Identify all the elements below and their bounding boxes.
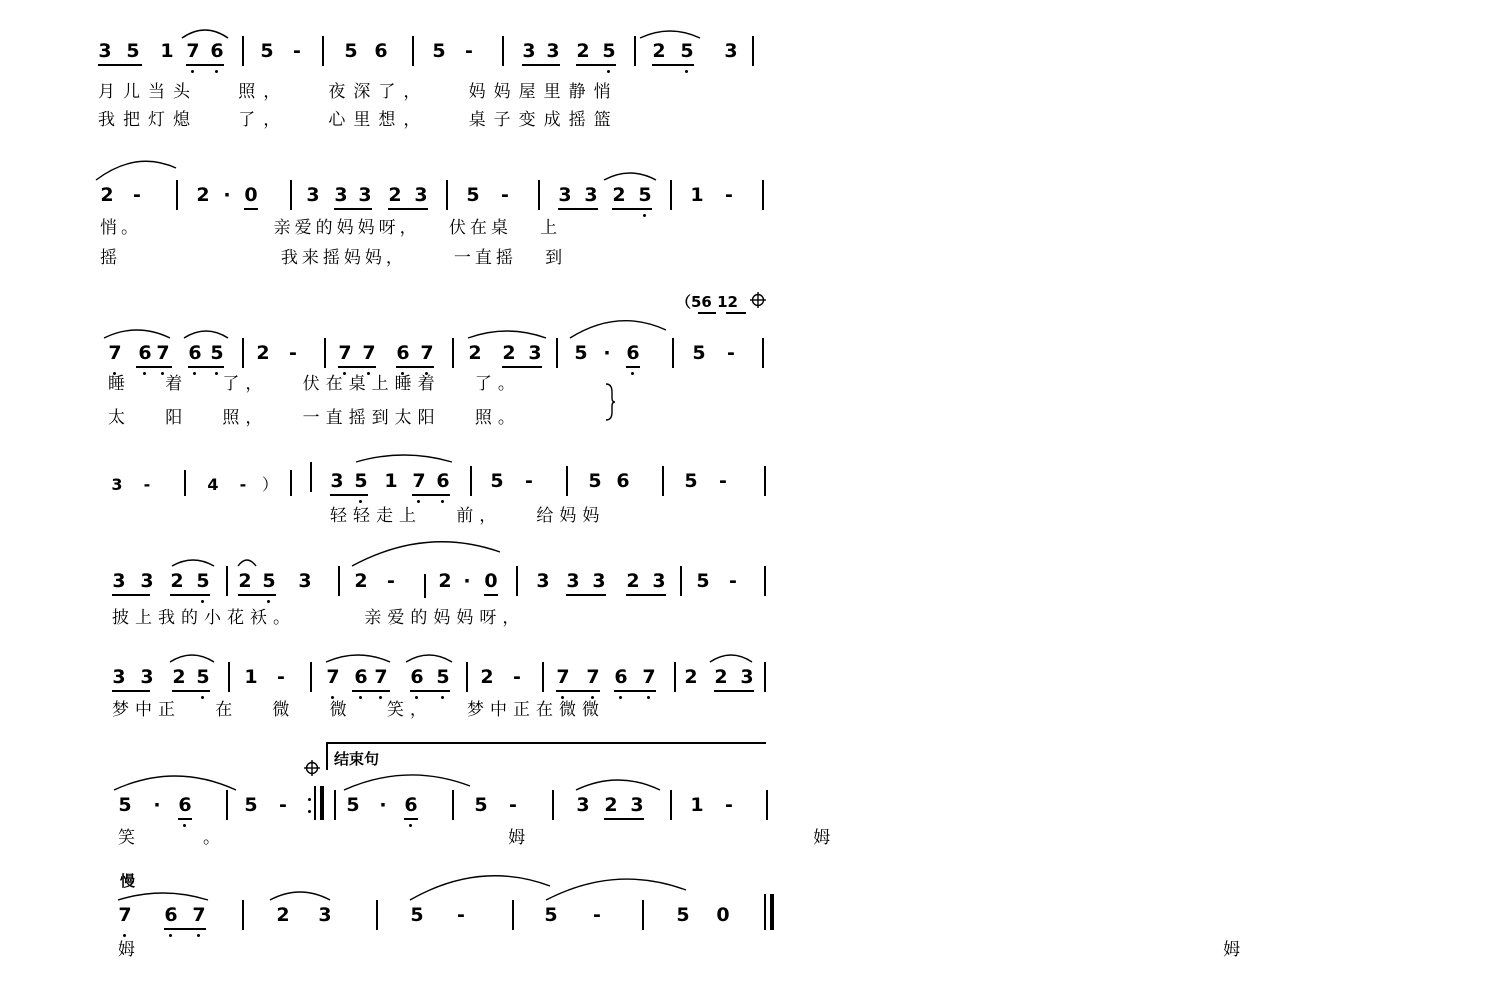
underline [334,208,372,210]
low-dot [643,214,646,217]
note: 5 [118,794,132,816]
slur [104,330,170,338]
underline [178,818,192,820]
note: 5 [602,40,616,62]
dash: - [513,666,521,688]
note: 3 [111,475,123,494]
slur [270,892,330,900]
final-barline-thick [770,894,774,930]
underline [614,690,656,692]
note: 3 [298,570,312,592]
note: 2 [354,570,368,592]
note: 3 [528,342,542,364]
ending-bracket-line [326,742,766,744]
barline [764,466,766,496]
low-dot [359,500,362,503]
tempo-marking: 慢 [120,872,136,890]
note: 7 [186,40,200,62]
barline [674,662,676,692]
note: 7 [642,666,656,688]
low-dot [441,500,444,503]
note: 2 [626,570,640,592]
intro-notes: （56 12 [676,293,738,311]
note: 4 [207,475,219,494]
barline [376,900,378,930]
note: 5 [574,342,588,364]
note: 3 [558,184,572,206]
low-dot [169,934,172,937]
note: 3 [414,184,428,206]
note: 5 [680,40,694,62]
note: 2 [196,184,210,206]
slur [326,655,390,662]
barline [466,662,468,692]
underline [404,818,418,820]
barline [242,36,244,66]
note: 3 [536,570,550,592]
barline [424,574,426,598]
barline [290,180,292,210]
note: 6 [396,342,410,364]
note: 1 [690,184,704,206]
note: 3 [140,570,154,592]
note: 7 [118,904,132,926]
note: 5 [684,470,698,492]
repeat-dot [308,810,311,813]
dash: - [133,184,141,206]
barline [634,36,636,66]
lyrics-verse-1: 轻轻走上 前， 给妈妈 [330,506,606,526]
note: 5 [638,184,652,206]
note: 3 [318,904,332,926]
low-dot [647,696,650,699]
note: 7 [156,342,170,364]
note: 7 [420,342,434,364]
note: 5 [474,794,488,816]
note: 3 [584,184,598,206]
barline [338,566,340,596]
note: 3 [652,570,666,592]
dot: · [223,184,231,206]
note: 5 [490,470,504,492]
note: 6 [188,342,202,364]
note: 3 [522,40,536,62]
coda-sign-icon [750,292,766,308]
note: 2 [502,342,516,364]
slur [118,893,208,900]
underline [396,366,434,368]
lyrics-verse-1: 月儿当头 照， 夜深了， 妈妈屋里静悄 [98,82,619,102]
note: 0 [716,904,730,926]
note: 1 [690,794,704,816]
barline [324,338,326,368]
barline [764,566,766,596]
underline [388,208,428,210]
dash: - [279,794,287,816]
barline [452,790,454,820]
barline [566,466,568,496]
note: 6 [626,342,640,364]
underline [410,690,450,692]
dash: - [729,570,737,592]
note: 5 [346,794,360,816]
slur [182,30,228,38]
note: 3 [334,184,348,206]
barline [310,462,312,492]
barline [670,790,672,820]
low-dot [417,500,420,503]
underline [626,366,640,368]
barline [542,662,544,692]
note: 2 [714,666,728,688]
final-barline [764,894,766,930]
lyrics-verse-1: 笑。 姆 姆 [118,828,899,848]
note: 2 [388,184,402,206]
note: 1 [244,666,258,688]
barline [502,36,504,66]
underline [412,494,450,496]
dash: - [277,666,285,688]
ending-bracket-tick [326,742,328,770]
underline [112,594,150,596]
slur [172,560,214,566]
low-dot [183,824,186,827]
note: 6 [374,40,388,62]
note: 6 [138,342,152,364]
note: 2 [684,666,698,688]
underline [626,594,666,596]
note: 5 [676,904,690,926]
underline [164,928,206,930]
note: 2 [100,184,114,206]
note: 7 [108,342,122,364]
note: 6 [354,666,368,688]
low-dot [441,696,444,699]
low-dot [201,696,204,699]
underline [576,64,616,66]
note: 5 [196,570,210,592]
barline [762,338,764,368]
note: 2 [652,40,666,62]
note: 6 [614,666,628,688]
barline [470,466,472,496]
note: 6 [210,40,224,62]
dash: - [727,342,735,364]
lyrics-verse-1: 睡 着 了， 伏在桌上睡着 了。 [108,374,521,394]
note: 6 [436,470,450,492]
note: 3 [724,40,738,62]
underline [186,64,224,66]
note: 3 [592,570,606,592]
slur [356,455,452,462]
low-dot [415,696,418,699]
barline [310,662,312,692]
low-dot [267,600,270,603]
slur [114,776,236,790]
barline [184,470,186,496]
barline [226,566,228,596]
dash: - [387,570,395,592]
note: 5 [696,570,710,592]
note: 6 [164,904,178,926]
slur [640,31,700,38]
dash: - [143,475,151,494]
low-dot [379,696,382,699]
dash: - [501,184,509,206]
note: 7 [326,666,340,688]
note: 3 [98,40,112,62]
coda-sign-icon [304,760,320,776]
note: 6 [410,666,424,688]
dash: - [593,904,601,926]
note: 1 [384,470,398,492]
slur [604,173,656,180]
underline [330,494,368,496]
slur [352,542,500,566]
barline [764,662,766,692]
lyrics-verse-1: 披上我的小花袄。 亲爱的妈妈呀， [112,608,526,628]
barline [662,466,664,496]
underline [98,64,142,66]
note: 7 [586,666,600,688]
note: 2 [468,342,482,364]
note: 2 [604,794,618,816]
underline [698,312,716,314]
barline [642,900,644,930]
barline [556,338,558,368]
note: 3 [140,666,154,688]
note: 5 [262,570,276,592]
dash: - [457,904,465,926]
dot: · [153,794,161,816]
low-dot [123,934,126,937]
dot: · [603,342,611,364]
barline [176,180,178,210]
note: 7 [374,666,388,688]
barline [538,180,540,210]
note: 2 [170,570,184,592]
barline [334,790,336,820]
slur [170,655,214,662]
lyrics-verse-2: 太 阳 照， 一直摇到太阳 照。 [108,408,521,428]
underline [170,594,210,596]
note: 7 [556,666,570,688]
note: 3 [112,570,126,592]
dash: - [293,40,301,62]
note: 7 [192,904,206,926]
barline [512,900,514,930]
slur [468,331,546,338]
slur [184,331,228,338]
slur [410,876,550,900]
barline [242,900,244,930]
underline [714,690,754,692]
low-dot [619,696,622,699]
note: 3 [630,794,644,816]
low-dot [191,70,194,73]
lyrics-verse-2: 我把灯熄 了， 心里想， 桌子变成摇篮 [98,110,619,130]
barline [242,338,244,368]
note: 5 [344,40,358,62]
note: 2 [612,184,626,206]
slur [576,780,660,790]
note: 0 [244,184,258,206]
low-dot [607,70,610,73]
note: 6 [404,794,418,816]
underline [558,208,598,210]
slur [96,161,176,180]
low-dot [201,600,204,603]
note: 2 [256,342,270,364]
dash: - [525,470,533,492]
barline [516,566,518,596]
underline [238,594,276,596]
repeat-dot [308,798,311,801]
underline [112,690,150,692]
note: 5 [210,342,224,364]
note: 5 [544,904,558,926]
underline [244,208,258,210]
dash: - [509,794,517,816]
note: 5 [244,794,258,816]
barline [446,180,448,210]
note: 3 [576,794,590,816]
dash: - [719,470,727,492]
paren: ） [262,475,279,494]
low-dot [359,696,362,699]
underline [502,366,542,368]
underline [556,690,600,692]
note: 5 [692,342,706,364]
barline [290,470,292,496]
low-dot [409,824,412,827]
note: 5 [354,470,368,492]
slur [406,655,452,662]
barline [670,180,672,210]
low-dot [561,696,564,699]
ending-label: 结束句 [334,750,380,768]
note: 6 [178,794,192,816]
note: 2 [238,570,252,592]
underline [652,64,694,66]
dash: - [465,40,473,62]
note: 2 [438,570,452,592]
note: 1 [160,40,174,62]
underline [612,208,652,210]
dot: · [463,570,471,592]
underline [188,366,224,368]
note: 3 [306,184,320,206]
dash: - [239,475,247,494]
note: 2 [172,666,186,688]
note: 5 [260,40,274,62]
note: 5 [436,666,450,688]
note: 5 [410,904,424,926]
note: 2 [576,40,590,62]
barline [226,790,228,820]
note: 2 [480,666,494,688]
lyrics-verse-1: 悄。 亲爱的妈妈呀， 伏在桌 上 [100,218,562,238]
lyrics-verse-1: 梦中正 在 微 微 笑， 梦中正在微微 [112,700,606,720]
barline [766,790,768,820]
note: 7 [362,342,376,364]
barline [412,36,414,66]
verse-brace-icon [604,382,616,422]
low-dot [591,696,594,699]
slur [570,321,666,338]
underline [522,64,560,66]
note: 5 [588,470,602,492]
slur [238,560,256,566]
barline [752,36,754,66]
barline [552,790,554,820]
underline [726,312,746,314]
barline [762,180,764,210]
note: 5 [126,40,140,62]
note: 5 [466,184,480,206]
dash: - [289,342,297,364]
note: 7 [338,342,352,364]
dot: · [379,794,387,816]
barline-thick [320,786,324,820]
note: 6 [616,470,630,492]
slur [710,655,752,662]
underline [566,594,606,596]
barline [228,662,230,692]
underline [338,366,376,368]
dash: - [725,184,733,206]
note: 3 [566,570,580,592]
note: 0 [484,570,498,592]
low-dot [685,70,688,73]
note: 3 [112,666,126,688]
low-dot [197,934,200,937]
note: 2 [276,904,290,926]
low-dot [331,696,334,699]
barline [680,566,682,596]
note: 5 [432,40,446,62]
low-dot [215,70,218,73]
underline [604,818,644,820]
barline [322,36,324,66]
underline [352,690,390,692]
note: 7 [412,470,426,492]
note: 3 [546,40,560,62]
lyrics-verse-2: 摇 我来摇妈妈， 一直摇 到 [100,248,567,268]
underline [136,366,172,368]
barline [452,338,454,368]
underline [172,690,210,692]
note: 5 [196,666,210,688]
note: 3 [358,184,372,206]
dash: - [725,794,733,816]
slur [344,775,470,790]
low-dot [631,372,634,375]
underline [484,594,498,596]
barline [672,338,674,368]
lyrics-verse-1: 姆 姆 [118,940,1508,960]
barline [314,786,316,820]
note: 3 [740,666,754,688]
note: 3 [330,470,344,492]
slur [546,879,686,900]
